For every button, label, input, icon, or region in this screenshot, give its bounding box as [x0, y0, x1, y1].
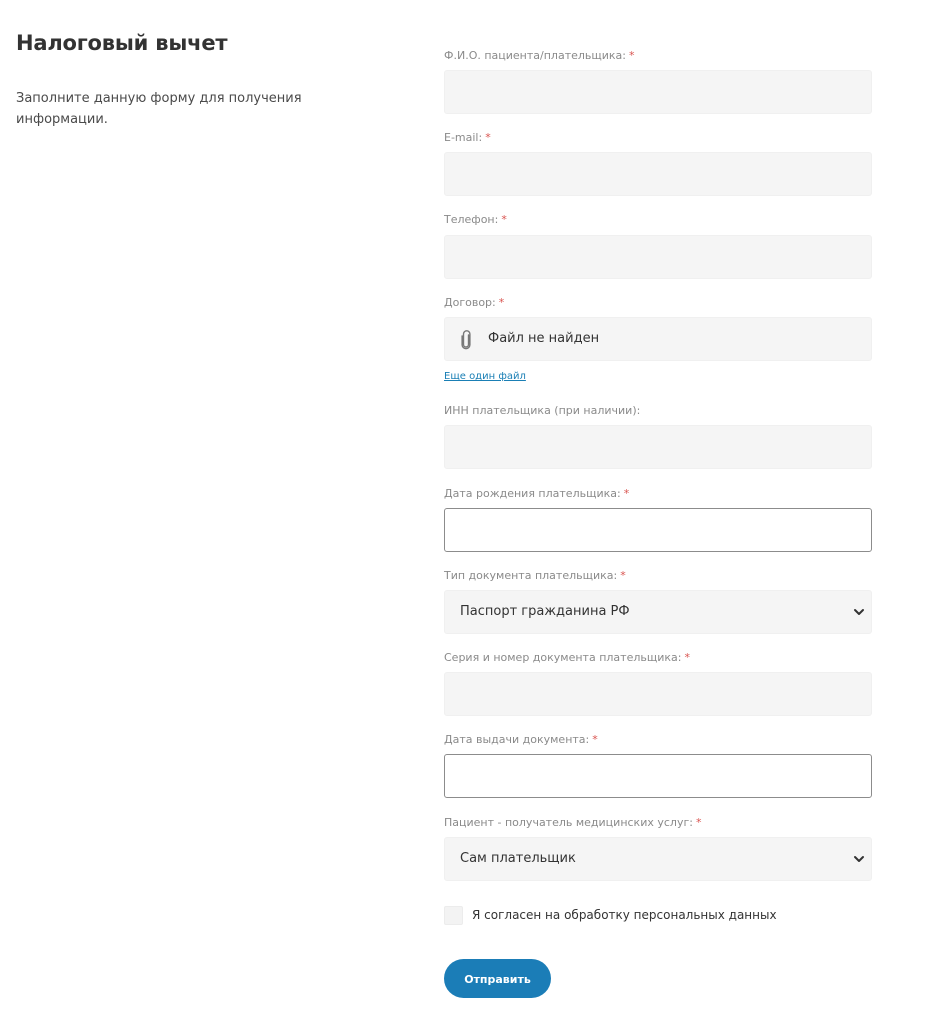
patient-label-text: Пациент - получатель медицинских услуг:: [444, 816, 693, 829]
required-mark: *: [695, 816, 702, 829]
issue-date-input[interactable]: [444, 754, 872, 798]
patient-select[interactable]: [444, 837, 872, 881]
doc-number-label-text: Серия и номер документа плательщика:: [444, 651, 682, 664]
chevron-down-icon: [853, 854, 865, 864]
contract-label-text: Договор:: [444, 296, 496, 309]
inn-label-text: ИНН плательщика (при наличии):: [444, 404, 641, 417]
required-mark: *: [498, 296, 505, 309]
doc-type-select[interactable]: [444, 590, 872, 634]
consent-label: Я согласен на обработку персональных данных: [472, 908, 777, 922]
issue-date-label-text: Дата выдачи документа:: [444, 733, 590, 746]
doc-type-label: [444, 569, 626, 583]
birth-date-input[interactable]: [444, 508, 872, 552]
required-mark: *: [620, 569, 626, 582]
doc-type-label-text: Тип документа плательщика:: [444, 569, 618, 582]
contract-file-input[interactable]: [444, 317, 872, 361]
doc-type-selected: Паспорт гражданина РФ: [460, 604, 630, 619]
fio-input[interactable]: [444, 70, 872, 114]
required-mark: *: [485, 131, 491, 144]
phone-input[interactable]: [444, 235, 872, 279]
file-status-text: Файл не найден: [488, 331, 600, 346]
page-title: Налоговый вычет: [16, 31, 228, 55]
birth-date-label-text: Дата рождения плательщика:: [444, 487, 621, 500]
required-mark: *: [628, 49, 635, 62]
inn-input[interactable]: [444, 425, 872, 469]
doc-number-input[interactable]: [444, 672, 872, 716]
required-mark: *: [592, 733, 598, 746]
birth-date-label: [444, 487, 629, 501]
patient-selected: Сам плательщик: [460, 851, 576, 866]
required-mark: *: [684, 651, 690, 664]
inn-label: [444, 404, 640, 418]
contract-label: [444, 296, 504, 310]
email-input[interactable]: [444, 152, 872, 196]
email-label: [444, 131, 491, 145]
issue-date-label: [444, 733, 598, 747]
submit-button[interactable]: Отправить: [444, 959, 551, 998]
email-label-text: E-mail:: [444, 131, 483, 144]
required-mark: *: [501, 213, 507, 226]
phone-label-text: Телефон:: [444, 213, 499, 226]
required-mark: *: [623, 487, 630, 500]
add-file-link[interactable]: Еще один файл: [444, 371, 526, 382]
doc-number-label: [444, 651, 690, 665]
page-description: Заполните данную форму для получения информации.: [16, 91, 302, 127]
chevron-down-icon: [853, 607, 865, 617]
phone-label: [444, 213, 507, 227]
fio-label-text: Ф.И.О. пациента/плательщика:: [444, 49, 626, 62]
consent-checkbox[interactable]: [444, 906, 463, 925]
patient-label: [444, 816, 701, 830]
fio-label: [444, 49, 634, 63]
paperclip-icon: [459, 330, 473, 350]
